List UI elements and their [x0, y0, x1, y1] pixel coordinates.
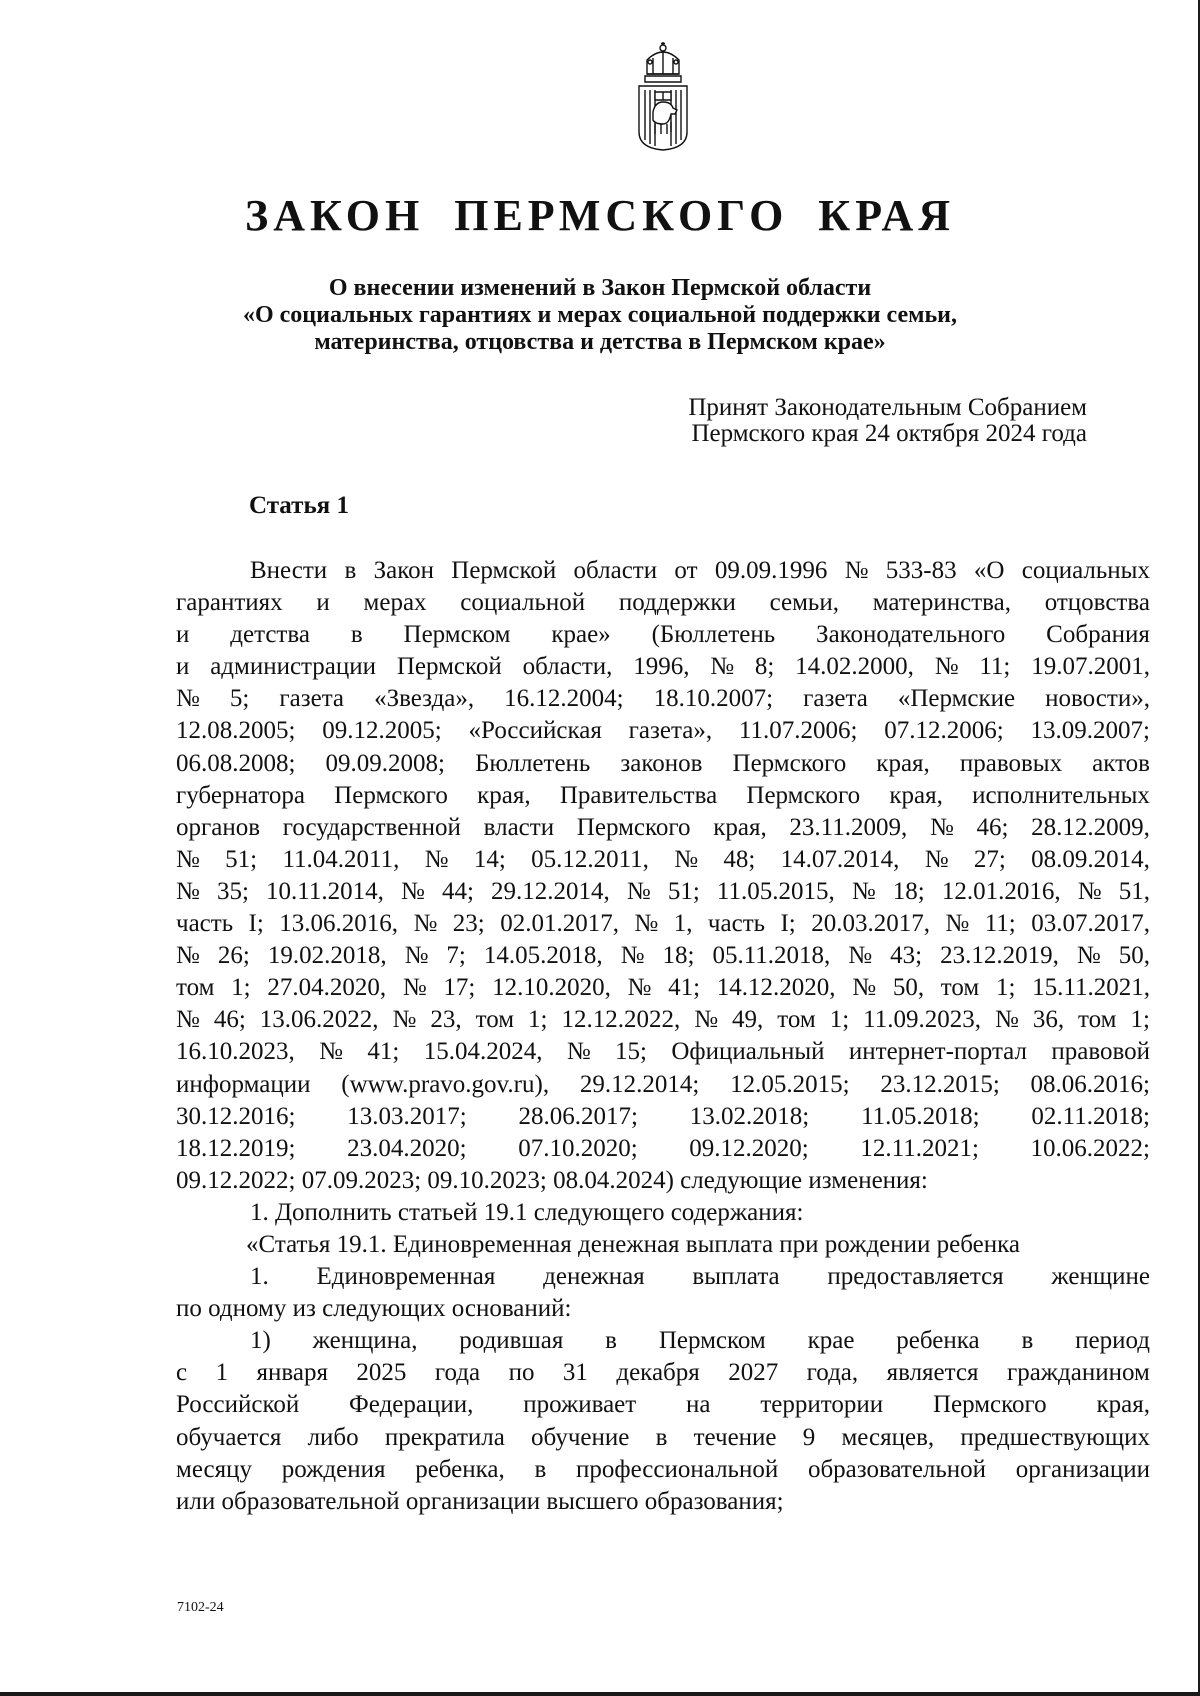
subtitle-line: О внесении изменений в Закон Пермской области	[328, 275, 872, 301]
body-line: 12.08.2005; 09.12.2005; «Российская газета», 11.07.2006; 07.12.2006; 13.09.2007;	[176, 717, 1150, 745]
body-line: Российской Федерации, проживает на территории Пермского края,	[176, 1391, 1150, 1419]
body-line: 09.12.2022; 07.09.2023; 09.10.2023; 08.04.2024) следующие изменения:	[176, 1166, 928, 1194]
subtitle-line: материнства, отцовства и детства в Пермском крае»	[314, 329, 886, 355]
body-line: том 1; 27.04.2020, № 17; 12.10.2020, № 41; 14.12.2020, № 50, том 1; 15.11.2021,	[176, 974, 1150, 1002]
body-line: губернатора Пермского края, Правительства Пермского края, исполнительных	[176, 781, 1150, 809]
body-line: и администрации Пермской области, 1996, № 8; 14.02.2000, № 11; 19.07.2001,	[176, 653, 1150, 681]
law-title: ЗАКОН ПЕРМСКОГО КРАЯ	[244, 191, 956, 240]
body-line: органов государственной власти Пермского края, 23.11.2009, № 46; 28.12.2009,	[176, 813, 1150, 841]
adoption-note	[560, 395, 1087, 447]
adoption-note-line: Пермского края 24 октября 2024 года	[691, 420, 1087, 447]
body-line: 1. Дополнить статьей 19.1 следующего содержания:	[250, 1198, 804, 1226]
body-line: 30.12.2016; 13.03.2017; 28.06.2017; 13.02.2018; 11.05.2018; 02.11.2018;	[176, 1102, 1150, 1130]
body-line: Внести в Закон Пермской области от 09.09.1996 № 533-83 «О социальных	[250, 557, 1150, 584]
body-line: № 51; 11.04.2011, № 14; 05.12.2011, № 48; 14.07.2014, № 27; 08.09.2014,	[176, 845, 1150, 873]
body-line: обучается либо прекратила обучение в течение 9 месяцев, предшествующих	[176, 1423, 1150, 1451]
body-line: с 1 января 2025 года по 31 декабря 2027 года, является гражданином	[176, 1359, 1150, 1387]
body-line: № 26; 19.02.2018, № 7; 14.05.2018, № 18; 05.11.2018, № 43; 23.12.2019, № 50,	[176, 942, 1150, 970]
adoption-note-line: Принят Законодательным Собранием	[688, 394, 1087, 421]
law-subtitle	[150, 275, 1050, 356]
body-line: или образовательной организации высшего образования;	[176, 1487, 784, 1515]
body-line: месяцу рождения ребенка, в профессиональной образовательной организации	[176, 1455, 1150, 1483]
body-line: 06.08.2008; 09.09.2008; Бюллетень законов Пермского края, правовых актов	[176, 749, 1150, 777]
body-line: информации (www.pravo.gov.ru), 29.12.2014; 12.05.2015; 23.12.2015; 08.06.2016;	[176, 1070, 1150, 1098]
scan-border-bottom	[0, 1692, 1200, 1696]
article-heading: Статья 1	[249, 492, 349, 519]
body-line: 18.12.2019; 23.04.2020; 07.10.2020; 09.12.2020; 12.11.2021; 10.06.2022;	[176, 1134, 1150, 1162]
subtitle-line: «О социальных гарантиях и мерах социальной поддержки семьи,	[242, 302, 958, 328]
body-line: № 35; 10.11.2014, № 44; 29.12.2014, № 51; 11.05.2015, № 18; 12.01.2016, № 51,	[176, 877, 1150, 905]
body-line: часть I; 13.06.2016, № 23; 02.01.2017, № 1, часть I; 20.03.2017, № 11; 03.07.2017,	[176, 910, 1150, 938]
body-line: 1. Единовременная денежная выплата предоставляется женщине	[250, 1263, 1150, 1291]
body-line: по одному из следующих оснований:	[176, 1295, 572, 1323]
body-line: гарантиях и мерах социальной поддержки семьи, материнства, отцовства	[176, 589, 1150, 617]
body-line: № 46; 13.06.2022, № 23, том 1; 12.12.2022, № 49, том 1; 11.09.2023, № 36, том 1;	[176, 1006, 1150, 1034]
body-line: «Статья 19.1. Единовременная денежная выплата при рождении ребенка	[246, 1230, 1020, 1258]
document-code: 7102-24	[177, 1600, 224, 1615]
body-line: и детства в Пермском крае» (Бюллетень Законодательного Собрания	[176, 621, 1150, 649]
perm-krai-coat-of-arms-icon	[633, 40, 693, 152]
body-line: 16.10.2023, № 41; 15.04.2024, № 15; Официальный интернет-портал правовой	[176, 1038, 1150, 1066]
article-body	[176, 555, 1150, 1518]
body-line: 1) женщина, родившая в Пермском крае ребенка в период	[250, 1327, 1150, 1355]
body-line: № 5; газета «Звезда», 16.12.2004; 18.10.2007; газета «Пермские новости»,	[176, 685, 1150, 713]
